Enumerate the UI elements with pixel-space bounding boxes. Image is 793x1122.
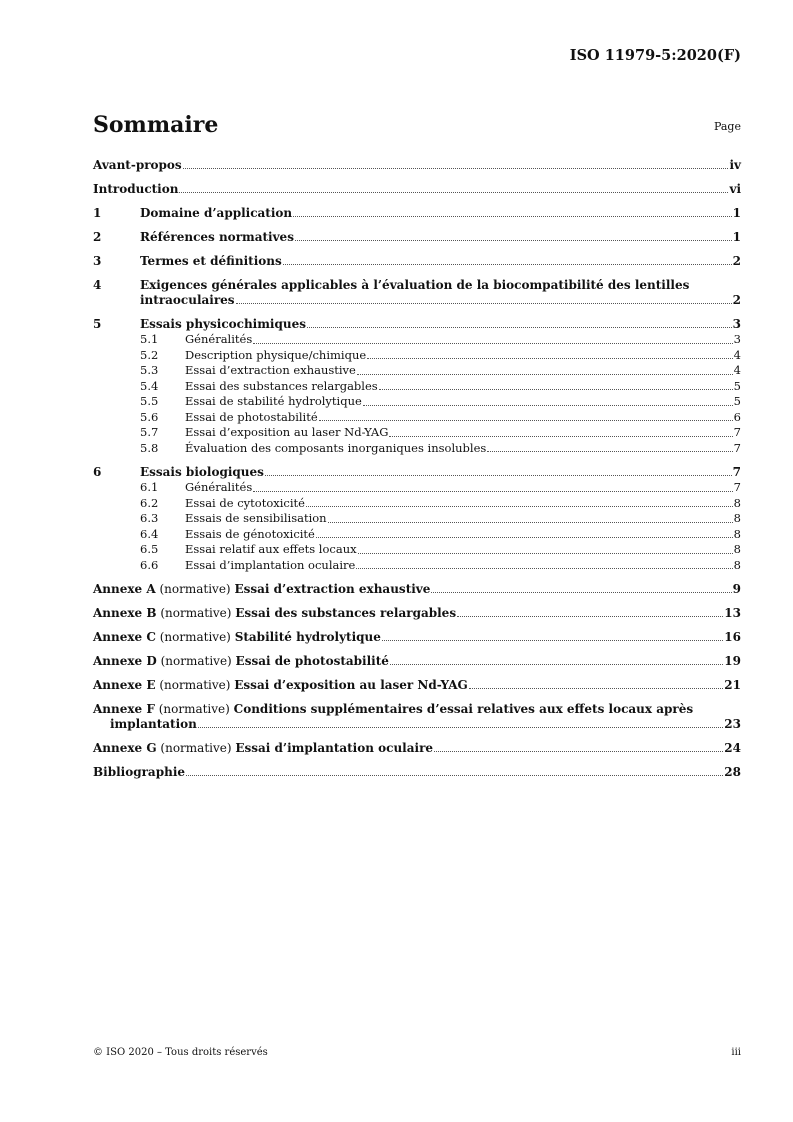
dot-leader [319,420,733,421]
dot-leader [179,192,728,193]
section-number: 6.6 [140,557,159,572]
entry-text: Exigences générales applicables à l’évaluation de la biocompatibilité des lentilles [140,278,690,292]
page-number: 9 [732,582,741,596]
entry-text: Essai d’extraction exhaustive [234,582,431,596]
toc-entry[interactable] [93,480,741,496]
annex-status: (normative) [156,654,236,668]
toc-entry[interactable] [93,573,741,597]
dot-leader [487,451,732,452]
annex-title [93,678,468,693]
page-number: 2 [732,254,741,268]
dot-leader [265,475,732,476]
entry-text: Essai des substances relargables [185,378,378,393]
page-number: 3 [733,332,741,346]
document-id: ISO 11979-5:2020(F) [569,47,741,64]
page-number: 8 [733,557,741,572]
toc-entry[interactable] [93,542,741,558]
section-number: 6 [93,465,102,479]
annex-status: (normative) [155,630,235,644]
dot-leader [293,216,732,217]
toc-entry[interactable] [93,425,741,441]
entry-text: Références normatives [140,230,294,244]
entry-text: Essai d’implantation oculaire [235,741,434,755]
toc-row[interactable] [93,394,741,410]
entry-text: Introduction [93,182,179,196]
annex-status: (normative) [154,702,234,716]
entry-text: Essai d’implantation oculaire [185,557,356,572]
footer [93,1047,741,1058]
section-number: 6.5 [140,542,159,556]
annex-title [93,582,430,597]
entry-text: Essai de photostabilité [185,409,318,424]
entry-text: Termes et définitions [140,254,282,268]
page-number: 28 [724,765,741,779]
toc-row[interactable] [93,732,741,756]
toc-entry[interactable] [93,394,741,410]
section-number: 2 [93,230,102,244]
toc-entry[interactable] [93,441,741,457]
dot-leader [363,405,733,406]
toc-row[interactable] [93,558,741,574]
dot-leader [469,688,723,689]
entry-text: Essai de stabilité hydrolytique [185,394,362,408]
dot-leader [253,343,732,344]
section-number: 5.2 [140,347,159,362]
entry-text-continued: implantation [110,717,197,731]
entry-text: Essai d’exposition au laser Nd-YAG [185,425,389,439]
toc-row[interactable] [93,756,741,780]
entry-text: Évaluation des composants inorganiques insolubles [185,440,487,455]
page-number: 7 [733,425,741,439]
toc-row[interactable] [93,669,741,693]
dot-leader [307,327,732,328]
dot-leader [390,664,723,665]
section-number: 3 [93,254,102,268]
section-number: 5.5 [140,394,159,408]
toc-entry[interactable] [93,756,741,780]
page-number: 1 [732,230,741,244]
page-number: 8 [733,495,741,510]
toc-row[interactable] [93,332,741,348]
toc-row[interactable] [93,379,741,395]
toc-entry[interactable] [93,496,741,512]
toc-row[interactable] [93,496,741,512]
annex-title [93,702,693,717]
toc-row[interactable] [93,597,741,621]
dot-leader [316,537,733,538]
toc-row[interactable] [93,542,741,558]
entry-text: Essai relatif aux effets locaux [185,542,357,556]
entry-text: Essai des substances relargables [235,606,457,620]
toc-entry[interactable] [93,693,741,732]
toc-entry[interactable] [93,621,741,645]
annex-label: Annexe D [93,654,157,668]
dot-leader [431,592,731,593]
annex-label: Annexe C [93,630,156,644]
dot-leader [236,303,732,304]
page-column-label: Page [713,120,741,133]
section-number: 5.4 [140,378,159,393]
section-number: 6.2 [140,495,159,510]
entry-text: Description physique/chimique [185,347,367,362]
dot-leader [306,506,733,507]
toc-entry[interactable] [93,732,741,756]
dot-leader [328,522,733,523]
toc-row[interactable] [93,410,741,426]
entry-text: Essais de sensibilisation [185,511,327,525]
toc-row[interactable] [93,245,741,269]
toc-entry[interactable] [93,197,741,221]
page-number: 21 [724,678,741,692]
toc-entry[interactable] [93,149,741,173]
toc-row[interactable] [93,173,741,197]
toc-row[interactable] [93,348,741,364]
dot-leader [186,775,723,776]
entry-text: Avant-propos [93,158,182,172]
toc-row[interactable] [93,480,741,496]
section-number: 5 [93,317,102,331]
page-number: 5 [733,394,741,408]
section-number: 1 [93,206,102,220]
annex-status: (normative) [155,678,235,692]
toc-entry[interactable] [93,511,741,527]
page-title: Sommaire [93,112,219,138]
toc-entry[interactable] [93,332,741,348]
toc-row[interactable] [93,645,741,669]
entry-text: Essai de cytotoxicité [185,495,305,510]
toc-row[interactable] [93,425,741,441]
copyright: © ISO 2020 – Tous droits réservés [93,1047,268,1058]
toc-entry[interactable] [93,597,741,621]
section-number: 6.1 [140,480,159,494]
dot-leader [356,568,732,569]
toc-row[interactable] [93,573,741,597]
entry-text: Domaine d’application [140,206,293,220]
toc-row[interactable] [93,456,741,480]
page-number: 8 [733,511,741,525]
toc-row[interactable] [93,149,741,173]
page-number: 8 [733,526,741,541]
dot-leader [434,751,723,752]
annex-label: Annexe A [93,582,156,596]
annex-status: (normative) [156,606,236,620]
page-number: 13 [724,606,741,620]
toc-entry[interactable] [93,221,741,245]
annex-title [93,630,381,645]
page-number: 23 [724,717,741,731]
dot-leader [367,358,733,359]
toc-row[interactable] [93,693,741,717]
toc-entry[interactable] [93,269,741,308]
page-number: 3 [732,317,741,331]
section-number: 4 [93,278,102,292]
page-number: iv [729,158,741,172]
page-number: 4 [733,363,741,377]
section-number: 5.7 [140,425,159,439]
entry-text: Essais de génotoxicité [185,526,315,541]
annex-label: Annexe E [93,678,156,692]
page-number: 19 [724,654,741,668]
page-number: 2 [732,293,741,307]
page-number: 8 [733,542,741,556]
dot-leader [357,374,733,375]
page-number: 24 [724,741,741,755]
entry-text: Essai d’extraction exhaustive [185,363,356,377]
toc-entry[interactable] [93,410,741,426]
toc-entry[interactable] [93,456,741,480]
toc-entry[interactable] [93,173,741,197]
toc-row[interactable] [93,197,741,221]
entry-text: Généralités [185,480,253,494]
section-number: 6.4 [140,526,159,541]
entry-text: Conditions supplémentaires d’essai relatives aux effets locaux après [233,702,694,716]
page-number: iii [731,1047,741,1058]
dot-leader [389,436,732,437]
toc-entry[interactable] [93,379,741,395]
section-number: 5.1 [140,332,159,346]
toc-row-continued[interactable] [93,293,741,308]
entry-text: Essais physicochimiques [140,317,306,331]
toc-entry[interactable] [93,245,741,269]
section-number: 5.3 [140,363,159,377]
toc-row[interactable] [93,363,741,379]
annex-label: Annexe F [93,702,155,716]
entry-text: Essai d’exposition au laser Nd-YAG [234,678,468,692]
page-number: 16 [724,630,741,644]
toc-row[interactable] [93,441,741,457]
annex-label: Annexe G [93,741,157,755]
page-number: 1 [732,206,741,220]
toc-entry[interactable] [93,527,741,543]
annex-status: (normative) [155,582,235,596]
entry-text: Stabilité hydrolytique [234,630,381,644]
dot-leader [358,553,733,554]
annex-label: Annexe B [93,606,157,620]
dot-leader [457,616,723,617]
page-number: 7 [733,480,741,494]
toc-entry[interactable] [93,645,741,669]
toc-row[interactable] [93,221,741,245]
annex-status: (normative) [156,741,236,755]
toc-row[interactable] [93,511,741,527]
page-number: 7 [733,440,741,455]
toc-row-continued[interactable] [93,717,741,732]
dot-leader [283,264,732,265]
table-of-contents [93,149,741,780]
entry-text: Essais biologiques [140,465,264,479]
toc-entry[interactable] [93,363,741,379]
annex-title [93,654,389,669]
page-number: 7 [732,465,741,479]
section-number: 5.8 [140,440,159,455]
page-number: 5 [733,378,741,393]
entry-text: Essai de photostabilité [235,654,389,668]
toc-row[interactable] [93,269,741,293]
dot-leader [382,640,723,641]
entry-text-continued: intraoculaires [140,293,235,307]
dot-leader [198,727,723,728]
annex-title [93,741,433,756]
annex-title [93,606,456,621]
dot-leader [183,168,729,169]
section-number: 5.6 [140,409,159,424]
dot-leader [295,240,732,241]
page-number: vi [729,182,741,196]
toc-row[interactable] [93,527,741,543]
toc-entry[interactable] [93,308,741,332]
entry-text: Généralités [185,332,253,346]
toc-row[interactable] [93,621,741,645]
entry-text: Bibliographie [93,765,186,779]
page-number: 6 [733,409,741,424]
dot-leader [253,491,732,492]
dot-leader [379,389,733,390]
page-number: 4 [733,347,741,362]
toc-row[interactable] [93,308,741,332]
section-number: 6.3 [140,511,159,525]
toc-entry[interactable] [93,669,741,693]
toc-entry[interactable] [93,558,741,574]
toc-entry[interactable] [93,348,741,364]
